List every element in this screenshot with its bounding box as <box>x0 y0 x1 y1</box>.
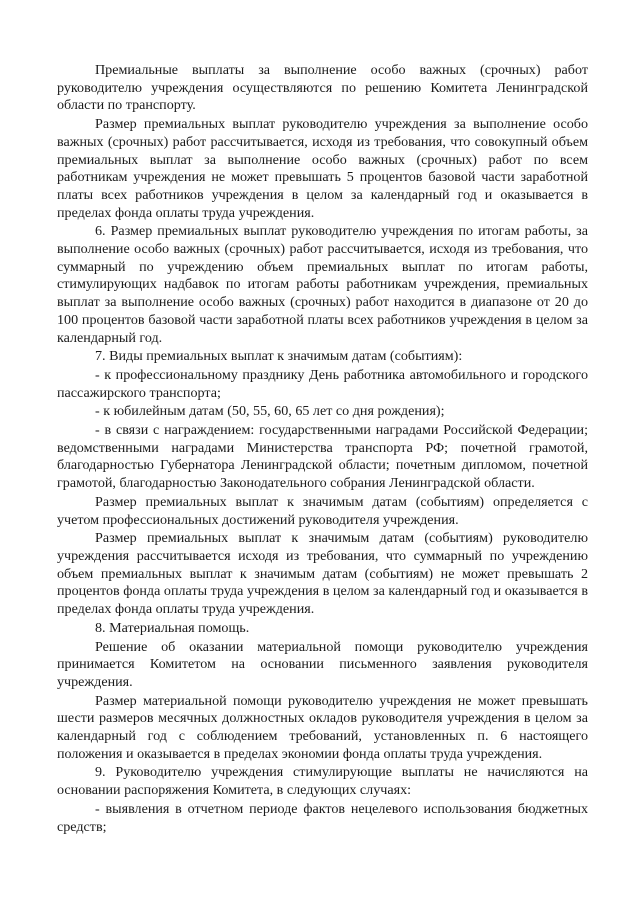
paragraph-material-aid-size: Размер материальной помощи руководителю учреждения не может превышать шести размеров месячных должностных окладов руководителя учреждения в целом за календарный год с соблюдением требований, установленных п. 6 настоящего положения и оказывается в пределах экономии фонда оплаты труда учреждения. <box>57 692 588 762</box>
paragraph-significant-dates-limit: Размер премиальных выплат к значимым датам (событиям) руководителю учреждения рассчитывается исходя из требования, что суммарный по учреждению объем премиальных выплат к значимым датам (событиям) не может превышать 2 процентов фонда оплаты труда учреждения в целом за календарный год и оказывается в пределах фонда оплаты труда учреждения. <box>57 530 588 618</box>
paragraph-item-6: 6. Размер премиальных выплат руководителю учреждения по итогам работы, за выполнение особо важных (срочных) работ рассчитывается, исходя из требования, что суммарный по учреждению объем премиальных выплат по итогам работы, стимулирующих надбавок по итогам работы работникам учреждения, премиальных выплат за выполнение особо важных (срочных) работ находится в диапазоне от 20 до 100 процентов базовой части заработной платы всех работников учреждения в целом за календарный год. <box>57 223 588 346</box>
list-item-misuse-of-funds: - выявления в отчетном периоде фактов нецелевого использования бюджетных средств; <box>57 800 588 835</box>
paragraph-item-7: 7. Виды премиальных выплат к значимым датам (событиям): <box>95 348 463 365</box>
list-item-awards: - в связи с награждением: государственными наградами Российской Федерации; ведомственными наградами Министерства транспорта РФ; почетной грамотой, благодарностью Губернатора Ленинградской области; почетным дипломом, почетной грамотой, благодарностью Законодательного собрания Ленинградской области. <box>57 422 588 492</box>
paragraph-item-8: 8. Материальная помощь. <box>95 619 250 636</box>
list-item-professional-holiday: - к профессиональному празднику День работника автомобильного и городского пассажирского транспорта; <box>57 366 588 401</box>
list-item-anniversary: - к юбилейным датам (50, 55, 60, 65 лет со дня рождения); <box>95 403 445 420</box>
paragraph-material-aid-decision: Решение об оказании материальной помощи руководителю учреждения принимается Комитетом на основании письменного заявления руководителя учреждения. <box>57 638 588 690</box>
document-page <box>57 62 588 836</box>
paragraph-urgent-work-bonus-size: Размер премиальных выплат руководителю учреждения за выполнение особо важных (срочных) работ рассчитывается, исходя из требования, что совокупный объем премиальных выплат за выполнение особо важных (срочных) работ по всем работникам учреждения не может превышать 5 процентов базовой части заработной платы всех работников учреждения в целом за календарный год и оказывается в пределах фонда оплаты труда учреждения. <box>57 116 588 221</box>
paragraph-significant-dates-size: Размер премиальных выплат к значимым датам (событиям) определяется с учетом профессиональных достижений руководителя учреждения. <box>57 493 588 528</box>
paragraph-urgent-work-bonus-decision: Премиальные выплаты за выполнение особо важных (срочных) работ руководителю учреждения осуществляются по решению Комитета Ленинградской области по транспорту. <box>57 62 588 114</box>
paragraph-item-9: 9. Руководителю учреждения стимулирующие выплаты не начисляются на основании распоряжения Комитета, в следующих случаях: <box>57 764 588 799</box>
